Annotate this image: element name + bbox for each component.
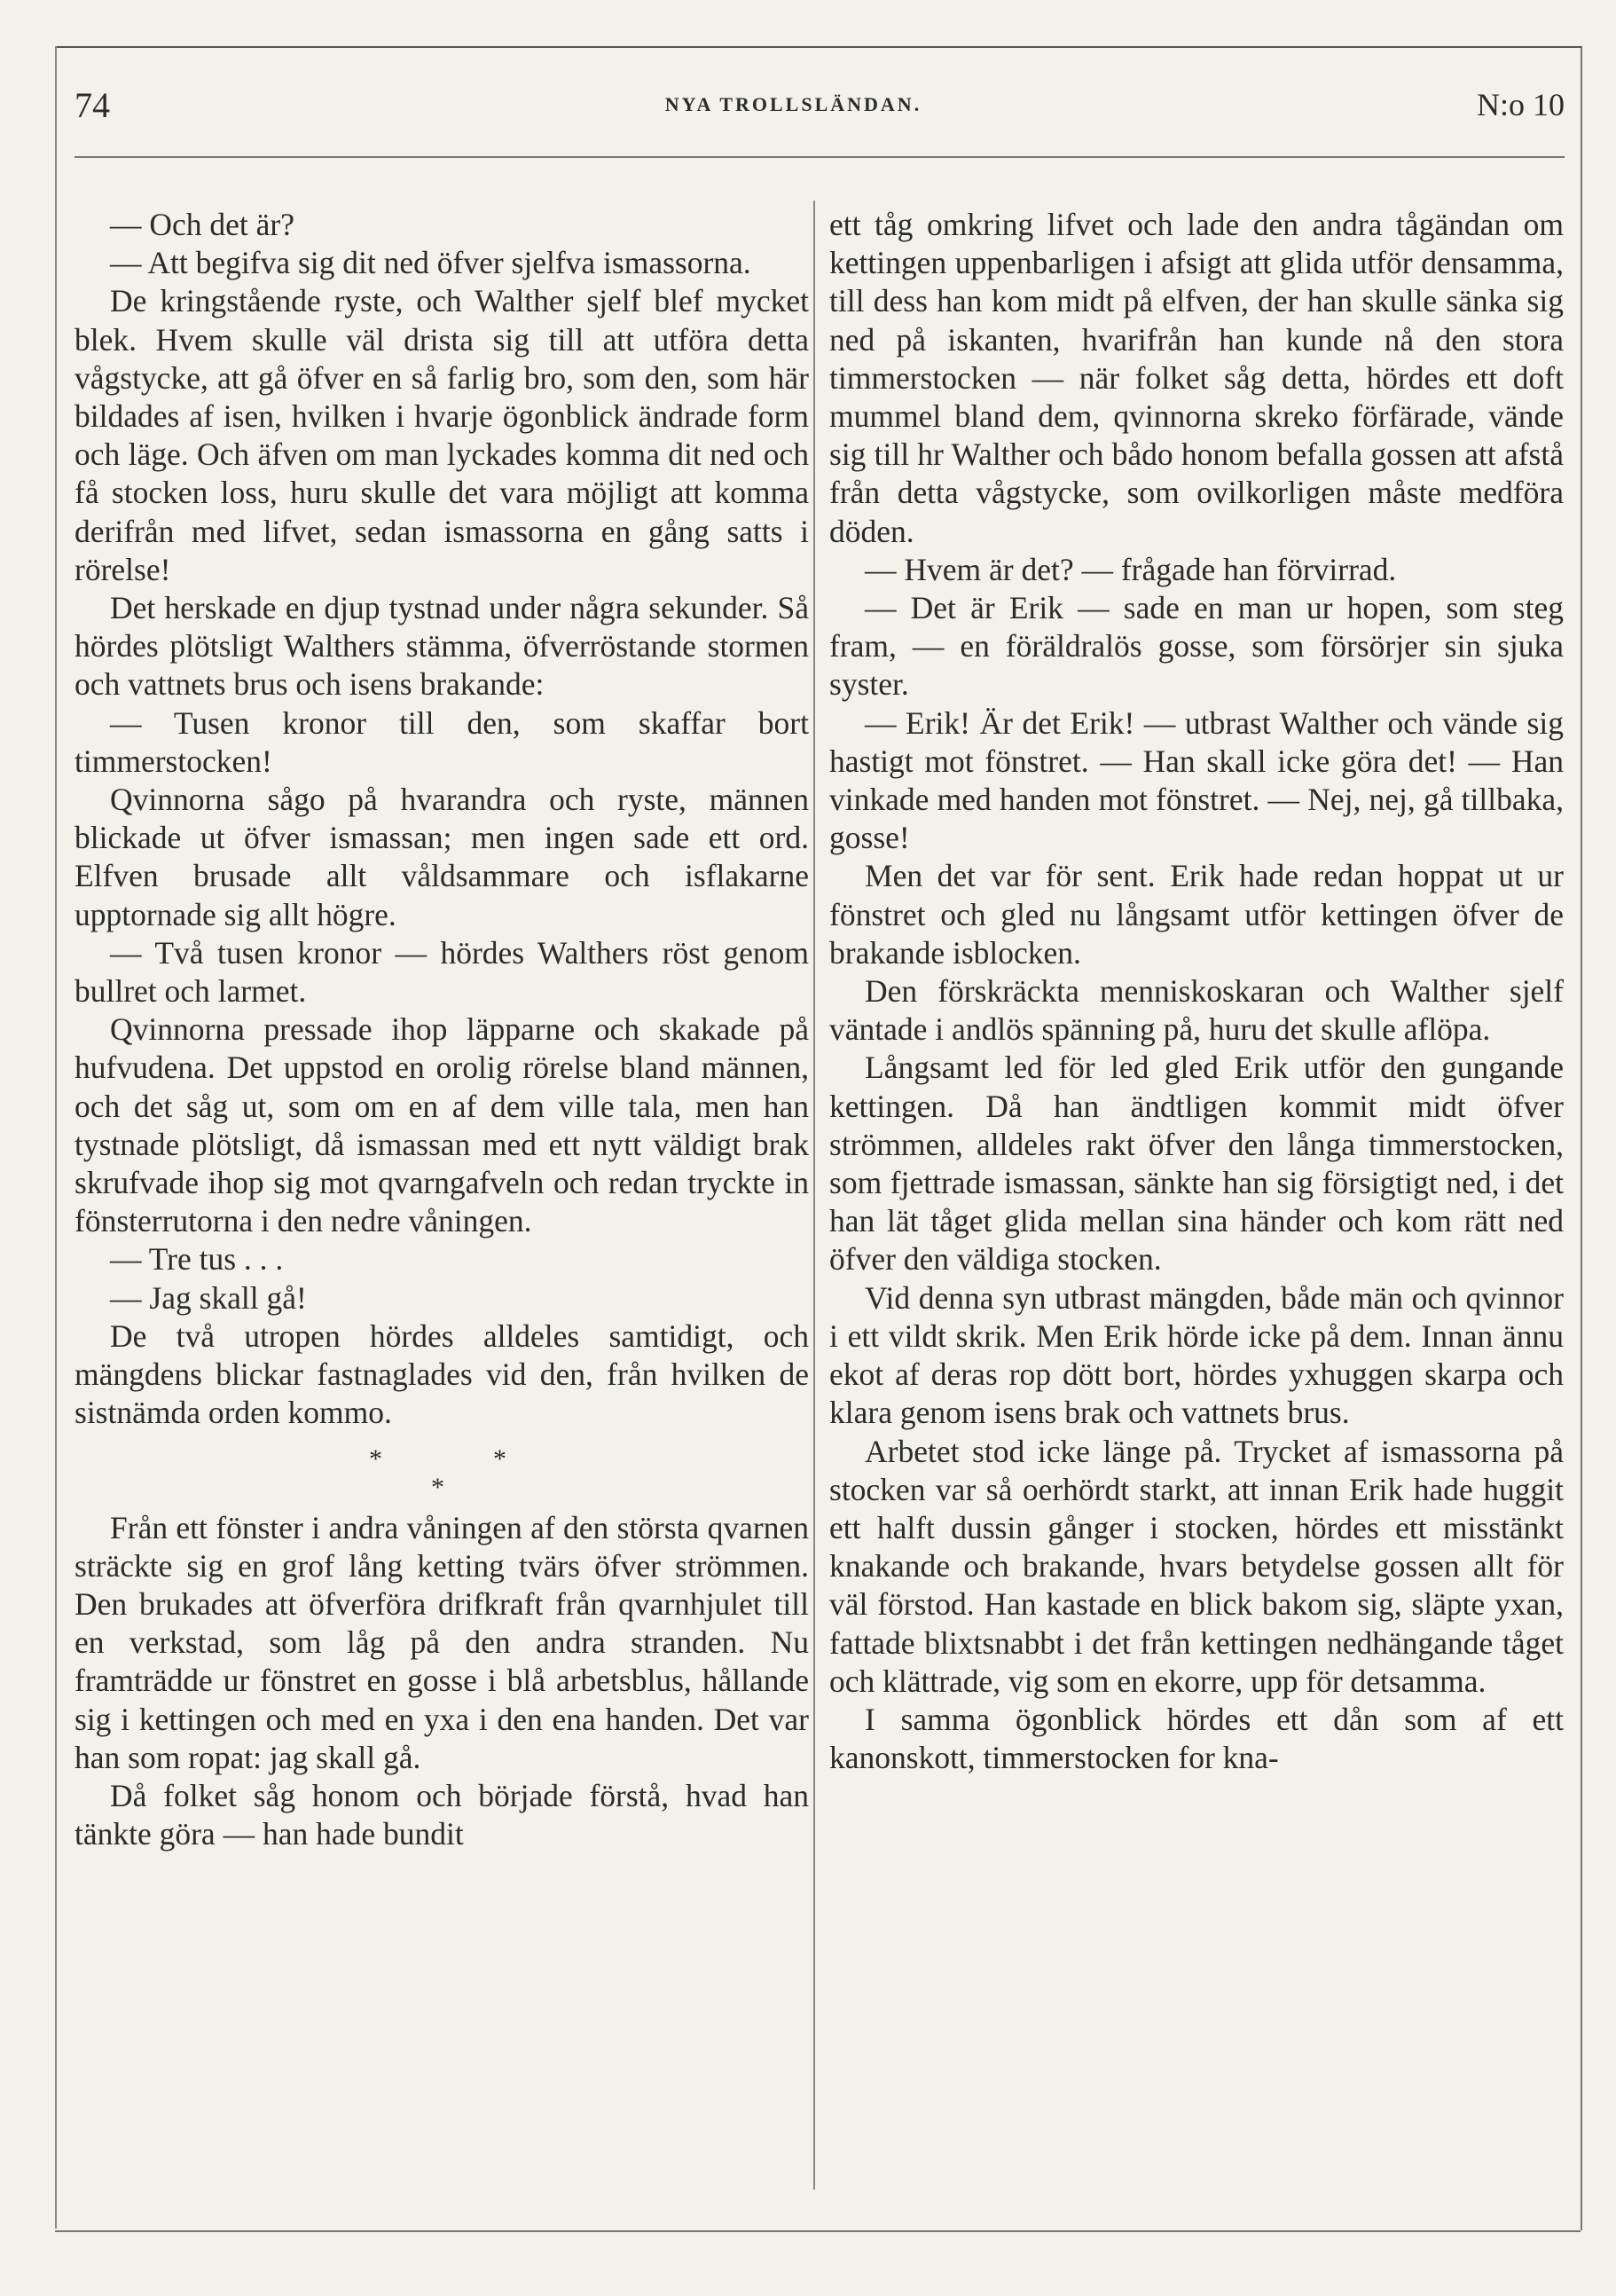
paragraph: — Jag skall gå! (110, 1279, 307, 1316)
asterisk: * (369, 1443, 382, 1474)
paragraph: Arbetet stod icke länge på. Trycket af ismassorna på stocken var så oerhördt starkt, att innan Erik hade huggit ett halft dussin gånger i stocken, hördes ett misstänkt knakande och brakande, hvars betydelse gossen allt för väl förstod. Han kastade en blick bakom sig, släpte yxan, fattade blixtsnabbt i det från kettingen nedhängande tåget och klättrade, vig som en ekorre, upp för detsamma. (829, 1433, 1564, 1699)
paragraph: De kringstående ryste, och Walther sjelf blef mycket blek. Hvem skulle väl drista sig till att utföra detta vågstycke, att gå öfver en så farlig bro, som den, som här bildades af isen, hvilken i hvarje ögonblick ändrade form och läge. Och äfven om man lyckades komma dit ned och få stocken loss, huru skulle det vara möjligt att komma derifrån med lifvet, sedan ismassorna en gång satts i rörelse! (75, 283, 809, 587)
running-header (75, 78, 1565, 131)
issue-number: N:o 10 (1477, 87, 1565, 122)
column-divider (813, 201, 815, 2190)
asterisk: * (493, 1443, 506, 1474)
asterisk: * (431, 1472, 444, 1502)
left-column (75, 206, 809, 2193)
paragraph: — Och det är? (110, 207, 294, 242)
paragraph: — Tusen kronor till den, som skaffar bort timmerstocken! (75, 704, 809, 779)
paragraph: — Tre tus . . . (110, 1241, 284, 1278)
paragraph: Den förskräckta menniskoskaran och Walther sjelf väntade i andlös spänning på, huru det skulle aflöpa. (829, 973, 1564, 1048)
paragraph: Från ett fönster i andra våningen af den största qvarnen sträckte sig en grof lång ketting tvärs öfver strömmen. Den brukades att öfverföra drifkraft från qvarnhjulet till en verkstad, som låg på den andra stranden. Nu framträdde ur fönstret en gosse i blå arbetsblus, hållande sig i kettingen och med en yxa i den ena handen. Det var han som ropat: jag skall gå. (75, 1509, 809, 1775)
paragraph: Men det var för sent. Erik hade redan hoppat ut ur fönstret och gled nu långsamt utför kettingen öfver de brakande isblocken. (829, 858, 1564, 971)
section-break-asterism (75, 1433, 809, 1509)
paragraph: Qvinnorna pressade ihop läpparne och skakade på hufvudena. Det uppstod en orolig rörelse bland männen, och det såg ut, som om en af dem ville tala, men han tystnade plötsligt, då ismassan med ett nytt väldigt brak skrufvade ihop sig mot qvarngafveln och redan tryckte in fönsterrutorna i den nedre våningen. (75, 1011, 809, 1239)
paragraph: — Att begifva sig dit ned öfver sjelfva ismassorna. (110, 245, 751, 281)
paragraph: I samma ögonblick hördes ett dån som af ett kanonskott, timmerstocken for kna- (829, 1701, 1564, 1776)
bottom-rule (55, 2230, 1581, 2232)
paragraph: Vid denna syn utbrast mängden, både män och qvinnor i ett vildt skrik. Men Erik hörde icke på dem. Innan ännu ekot af deras rop dött bort, hördes yxhuggen skarpa och klara genom isens brak och vattnets brus. (829, 1279, 1564, 1431)
paragraph: Långsamt led för led gled Erik utför den gungande kettingen. Då han ändtligen kommit midt öfver strömmen, alldeles rakt öfver den långa timmerstocken, som fjettrade ismassan, sänkte han sig försigtigt ned, i det han lät tåget glida mellan sina händer och kom rätt ned öfver den väldiga stocken. (829, 1050, 1564, 1278)
page-number: 74 (75, 84, 110, 125)
paragraph: ett tåg omkring lifvet och lade den andra tågändan om kettingen uppenbarligen i afsigt att glida utför densamma, till dess han kom midt på elfven, der han skulle sänka sig ned på iskanten, hvarifrån han kunde nå den stora timmerstocken — när folket såg detta, hördes ett doft mummel bland dem, qvinnorna skreko förfärade, vände sig till hr Walther och bådo honom befalla gossen att afstå från detta vågstycke, som ovilkorligen måste medföra döden. (829, 207, 1564, 549)
paragraph: — Det är Erik — sade en man ur hopen, som steg fram, — en föräldralös gosse, som försörjer sin sjuka syster. (829, 590, 1564, 703)
page-border-left (55, 46, 57, 2229)
paragraph: Det herskade en djup tystnad under några sekunder. Så hördes plötsligt Walthers stämma, öfverröstande stormen och vattnets brus och isens brakande: (75, 590, 809, 703)
paragraph: De två utropen hördes alldeles samtidigt, och mängdens blickar fastnaglades vid den, från hvilken de sistnämda orden kommo. (75, 1317, 809, 1431)
right-column (829, 206, 1564, 2193)
paragraph: — Erik! Är det Erik! — utbrast Walther och vände sig hastigt mot fönstret. — Han skall icke göra det! — Han vinkade med handen mot fönstret. — Nej, nej, gå tillbaka, gosse! (829, 704, 1564, 856)
paragraph: — Hvem är det? — frågade han förvirrad. (865, 551, 1397, 587)
publication-title: NYA TROLLSLÄNDAN. (664, 93, 922, 115)
header-rule (75, 156, 1565, 158)
paragraph: — Två tusen kronor — hördes Walthers röst genom bullret och larmet. (75, 934, 809, 1010)
paragraph: Qvinnorna sågo på hvarandra och ryste, männen blickade ut öfver ismassan; men ingen sade ett ord. Elfven brusade allt våldsammare och isflakarne upptornade sig allt högre. (75, 782, 809, 932)
paragraph: Då folket såg honom och började förstå, hvad han tänkte göra — han hade bundit (75, 1777, 809, 1852)
